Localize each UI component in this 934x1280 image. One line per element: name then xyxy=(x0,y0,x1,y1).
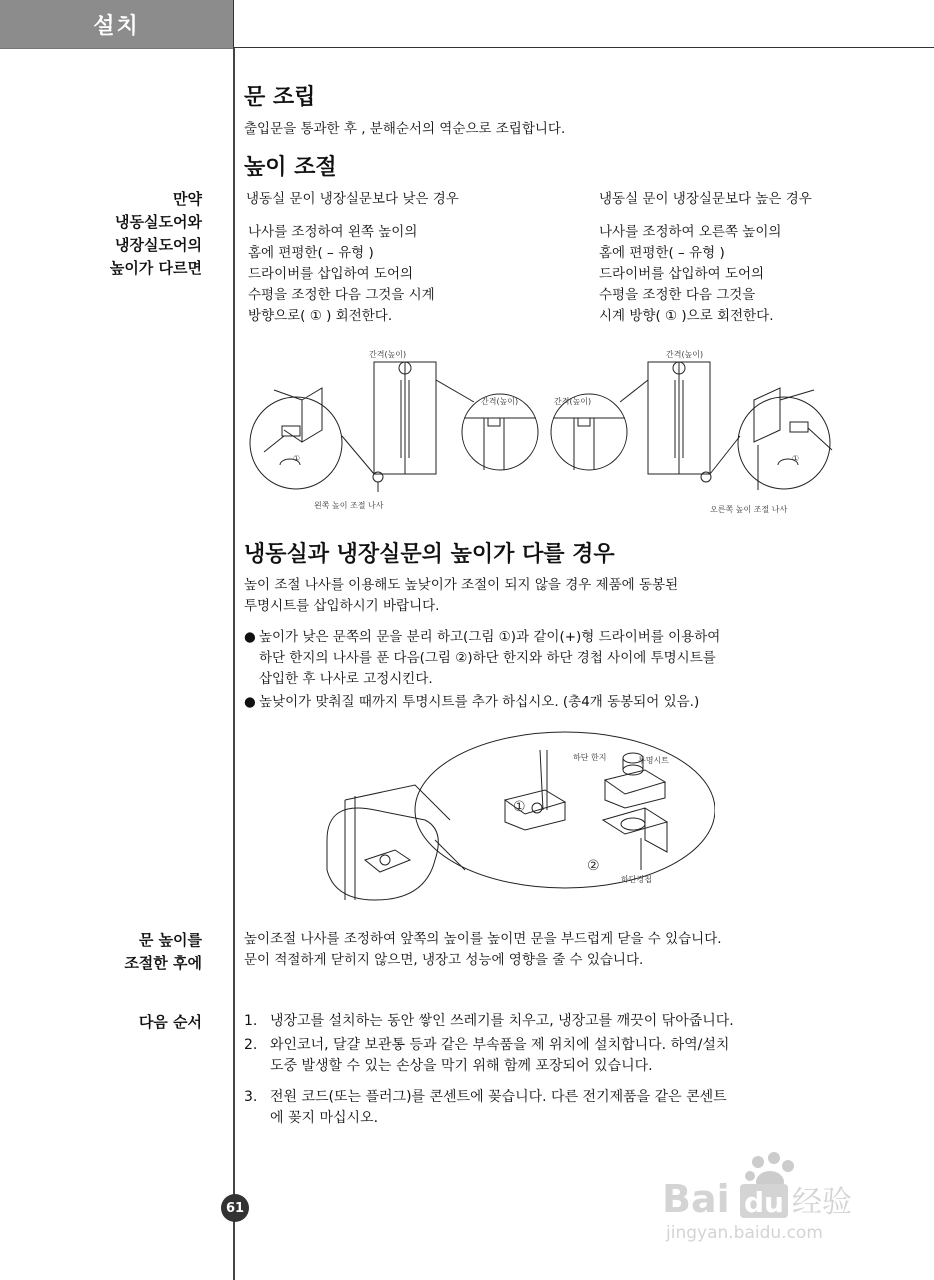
text-line: 에 꽂지 마십시오. xyxy=(270,1110,379,1126)
step-number: 2. xyxy=(244,1037,258,1053)
text-line: 높이 조절 나사를 이용해도 높낮이가 조절이 되지 않을 경우 제품에 동봉된 xyxy=(244,577,679,593)
right-case-text xyxy=(599,222,781,327)
text-line: 홈에 편평한( – 유형 ) xyxy=(248,245,374,261)
text-line: 삽입한 후 나사로 고정시킨다. xyxy=(259,671,433,687)
step-item xyxy=(244,1087,910,1129)
bullet-dot: ● xyxy=(244,629,256,645)
gap-label-left-detail: 간격(높이) xyxy=(481,397,519,406)
door-assembly-title: 문 조립 xyxy=(244,85,316,110)
sidebar-line: 냉장실도어의 xyxy=(115,236,202,254)
sidebar-label-next-steps xyxy=(139,1011,202,1034)
page-margin-line xyxy=(233,48,235,1280)
text-line: 높낮이가 맞춰질 때까지 투명시트를 추가 하십시오. (총4개 동봉되어 있음.) xyxy=(259,694,700,710)
figure-step-2: ② xyxy=(587,858,600,874)
different-height-intro xyxy=(244,575,678,617)
sidebar-line: 조절한 후에 xyxy=(124,954,202,972)
sidebar-line: 다음 순서 xyxy=(138,1013,202,1031)
step-item xyxy=(244,1035,910,1077)
right-zoom-circle xyxy=(738,397,830,489)
step-item xyxy=(244,1011,910,1032)
door-assembly-text: 출입문을 통과한 후 , 분해순서의 역순으로 조립합니다. xyxy=(244,121,566,137)
sidebar-line: 냉동실도어와 xyxy=(115,213,202,231)
after-adjust-text xyxy=(244,929,722,971)
left-case-heading: 냉동실 문이 냉장실문보다 낮은 경우 xyxy=(246,191,459,207)
text-line: 수평을 조정한 다음 그것을 시계 xyxy=(248,287,435,303)
sidebar-top-rule xyxy=(0,48,233,49)
text-line: 높이가 낮은 문쪽의 문을 분리 하고(그림 ①)과 같이(+)형 드라이버를 이용하여 xyxy=(259,629,721,645)
text-line: 투명시트를 삽입하시기 바랍니다. xyxy=(244,598,440,614)
different-height-title: 냉동실과 냉장실문의 높이가 다를 경우 xyxy=(244,542,615,567)
text-line: 나사를 조정하여 왼쪽 높이의 xyxy=(248,224,418,240)
lower-hinge-label: 하단 한지 xyxy=(573,753,607,762)
gap-label-left-top: 간격(높이) xyxy=(369,350,407,359)
gap-label-right-top: 간격(높이) xyxy=(666,350,704,359)
svg-text:经验: 经验 xyxy=(792,1185,852,1220)
right-case-heading: 냉동실 문이 냉장실문보다 높은 경우 xyxy=(599,191,812,207)
bullet-item xyxy=(244,692,899,713)
right-rotation-number: ① xyxy=(792,454,800,463)
bullet-dot: ● xyxy=(244,694,256,710)
lower-bracket-label: 하단경첩 xyxy=(621,875,652,884)
header-divider xyxy=(233,0,234,48)
text-line: 전원 코드(또는 플러그)를 콘센트에 꽂습니다. 다른 전기제품을 같은 콘센트 xyxy=(270,1089,727,1105)
header-rule xyxy=(233,47,934,48)
left-screw-caption: 왼쪽 높이 조절 나사 xyxy=(314,501,384,510)
step-number: 1. xyxy=(244,1013,258,1029)
page-number: 61 xyxy=(221,1194,249,1222)
text-line: 드라이버를 삽입하여 도어의 xyxy=(599,266,765,282)
text-line: 나사를 조정하여 오른쪽 높이의 xyxy=(599,224,782,240)
text-line: 시계 방향( ① )으로 회전한다. xyxy=(599,308,774,324)
text-line: 냉장고를 설치하는 동안 쌓인 쓰레기를 치우고, 냉장고를 깨끗이 닦아줍니다. xyxy=(270,1013,734,1029)
text-line: 문이 적절하게 닫히지 않으면, 냉장고 성능에 영향을 줄 수 있습니다. xyxy=(244,952,644,968)
left-rotation-number: ① xyxy=(293,454,301,463)
right-screw-caption: 오른쪽 높이 조절 나사 xyxy=(710,505,788,514)
sidebar-line: 만약 xyxy=(173,190,202,208)
figure-step-1: ① xyxy=(513,799,526,815)
step-number: 3. xyxy=(244,1089,258,1105)
height-adjust-figure xyxy=(244,340,844,520)
sidebar-label-after-adjust xyxy=(124,929,202,975)
bullet-item xyxy=(244,627,899,690)
text-line: 도중 발생할 수 있는 손상을 막기 위해 함께 포장되어 있습니다. xyxy=(270,1058,653,1074)
hinge-figure xyxy=(315,730,715,915)
text-line: 수평을 조정한 다음 그것을 xyxy=(599,287,756,303)
text-line: 하단 한지의 나사를 푼 다음(그림 ②)하단 한지와 하단 경첩 사이에 투명시트를 xyxy=(259,650,716,666)
transparent-sheet-label: 투명시트 xyxy=(638,756,669,765)
sidebar-label-height-diff xyxy=(110,188,202,280)
left-zoom-circle xyxy=(250,397,342,489)
text-line: 홈에 편평한( – 유형 ) xyxy=(599,245,725,261)
sidebar-line: 높이가 다르면 xyxy=(109,259,202,277)
section-tab xyxy=(0,0,233,48)
baidu-watermark-logo xyxy=(660,1150,880,1250)
text-line: 방향으로( ① ) 회전한다. xyxy=(248,308,393,324)
section-title: 설치 xyxy=(93,13,140,39)
svg-text:Bai: Bai xyxy=(662,1177,730,1221)
height-adjust-title: 높이 조절 xyxy=(244,155,337,180)
gap-label-right-detail: 간격(높이) xyxy=(554,397,592,406)
text-line: 드라이버를 삽입하여 도어의 xyxy=(248,266,414,282)
sidebar-line: 문 높이를 xyxy=(138,931,202,949)
svg-text:du: du xyxy=(744,1186,784,1219)
text-line: 와인코너, 달걀 보관통 등과 같은 부속품을 제 위치에 설치합니다. 하역/설치 xyxy=(270,1037,730,1053)
left-case-text xyxy=(248,222,435,327)
watermark-url: jingyan.baidu.com xyxy=(666,1223,823,1243)
text-line: 높이조절 나사를 조정하여 앞쪽의 높이를 높이면 문을 부드럽게 닫을 수 있습니다. xyxy=(244,931,722,947)
